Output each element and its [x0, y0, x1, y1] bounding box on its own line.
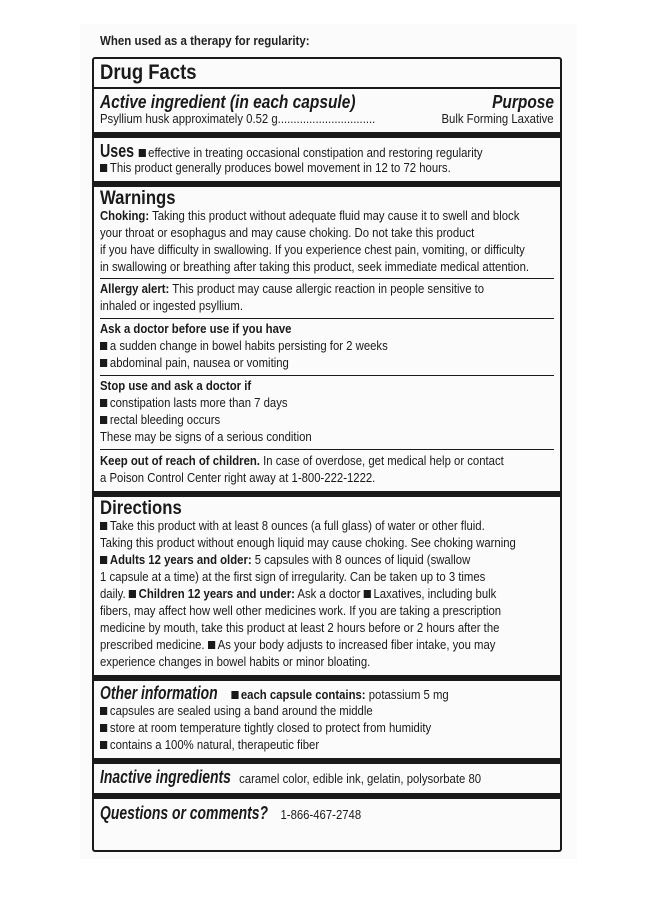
- choking-line-4: in swallowing or breathing after taking this product, seek immediate medical attention.: [100, 260, 530, 274]
- other-info-section: [100, 681, 554, 754]
- uses-section: [100, 138, 554, 177]
- bullet-icon: [100, 741, 107, 749]
- directions-line-1: Take this product with at least 8 ounces (a full glass) of water or other fluid.: [109, 519, 485, 533]
- ingredient-name: Psyllium husk approximately 0.52 g: [100, 112, 278, 126]
- bullet-icon: [129, 590, 136, 598]
- allergy-line-1: This product may cause allergic reaction in people sensitive to: [172, 282, 485, 296]
- stop-use-heading: Stop use and ask a doctor if: [100, 379, 252, 393]
- directions-line-5-pre: daily.: [100, 587, 126, 601]
- directions-line-3: 5 capsules with 8 ounces of liquid (swallow: [254, 553, 471, 567]
- stop-item-1: constipation lasts more than 7 days: [109, 396, 288, 410]
- label-card: [80, 24, 577, 859]
- uses-line-1: effective in treating occasional constipation and restoring regularity: [148, 146, 483, 160]
- inactive-section: [100, 764, 554, 790]
- bullet-icon: [231, 691, 238, 699]
- bullet-icon: [100, 556, 107, 564]
- directions-line-7: medicine by mouth, take this product at least 2 hours before or 2 hours after the: [100, 621, 500, 635]
- bullet-icon: [208, 641, 215, 649]
- ask-item-1: a sudden change in bowel habits persisting for 2 weeks: [109, 339, 388, 353]
- keep-out-line-2: a Poison Control Center right away at 1-800-222-1222.: [100, 471, 376, 485]
- bullet-icon: [100, 416, 107, 424]
- stop-note: These may be signs of a serious condition: [100, 430, 312, 444]
- bullet-icon: [100, 164, 107, 172]
- directions-heading: Directions: [100, 498, 182, 519]
- bullet-icon: [100, 522, 107, 530]
- directions-line-5-post: Laxatives, including bulk: [373, 587, 497, 601]
- questions-phone: 1-866-467-2748: [280, 808, 362, 822]
- allergy-line-2: inhaled or ingested psyllium.: [100, 299, 244, 313]
- bullet-icon: [100, 359, 107, 367]
- bullet-icon: [100, 342, 107, 350]
- inactive-heading: Inactive ingredients: [100, 767, 231, 787]
- children-label: Children 12 years and under:: [138, 587, 295, 601]
- questions-heading: Questions or comments?: [100, 803, 268, 823]
- other-item-2: store at room temperature tightly closed to protect from humidity: [109, 721, 432, 735]
- choking-label: Choking:: [100, 209, 150, 223]
- ask-item-2: abdominal pain, nausea or vomiting: [109, 356, 289, 370]
- stop-item-2: rectal bleeding occurs: [109, 413, 221, 427]
- choking-line-2: your throat or esophagus and may cause choking. Do not take this product: [100, 226, 475, 240]
- contains-label: each capsule contains:: [240, 688, 366, 702]
- warnings-section: [100, 187, 554, 487]
- ingredient-dots: ...............................: [277, 112, 376, 126]
- purpose-heading: Purpose: [492, 92, 554, 112]
- ask-doctor-heading: Ask a doctor before use if you have: [100, 322, 292, 336]
- keep-out-label: Keep out of reach of children.: [100, 454, 260, 468]
- other-item-3: contains a 100% natural, therapeutic fiber: [109, 738, 320, 752]
- drug-facts-title: Drug Facts: [100, 61, 197, 84]
- directions-section: [100, 497, 554, 671]
- other-info-heading: Other information: [100, 683, 218, 703]
- directions-line-5-mid: Ask a doctor: [297, 587, 361, 601]
- drug-facts-panel: [92, 57, 562, 852]
- directions-line-6: fibers, may affect how well other medicines work. If you are taking a prescription: [100, 604, 502, 618]
- uses-line-2: This product generally produces bowel movement in 12 to 72 hours.: [109, 161, 451, 175]
- active-ingredient-heading: Active ingredient (in each capsule): [100, 92, 356, 112]
- contains-value: potassium 5 mg: [368, 688, 449, 702]
- bullet-icon: [100, 399, 107, 407]
- directions-line-2: Taking this product without enough liquid may cause choking. See choking warning: [100, 536, 516, 550]
- keep-out-line-1: In case of overdose, get medical help or contact: [263, 454, 504, 468]
- directions-line-8-pre: prescribed medicine.: [100, 638, 205, 652]
- allergy-label: Allergy alert:: [100, 282, 170, 296]
- active-ingredient-section: [100, 89, 554, 129]
- inactive-text: caramel color, edible ink, gelatin, polysorbate 80: [239, 772, 482, 786]
- choking-line-1: Taking this product without adequate fluid may cause it to swell and block: [152, 209, 520, 223]
- ingredient-purpose: Bulk Forming Laxative: [441, 112, 554, 126]
- adults-label: Adults 12 years and older:: [109, 553, 252, 567]
- bullet-icon: [100, 707, 107, 715]
- bullet-icon: [138, 149, 145, 157]
- other-item-1: capsules are sealed using a band around the middle: [109, 704, 373, 718]
- directions-line-9: experience changes in bowel habits or minor bloating.: [100, 655, 371, 669]
- bullet-icon: [100, 724, 107, 732]
- questions-section: [100, 799, 554, 824]
- warnings-heading: Warnings: [100, 188, 176, 209]
- uses-heading: Uses: [100, 141, 135, 161]
- choking-line-3: if you have difficulty in swallowing. If you experience chest pain, vomiting, or difficulty: [100, 243, 525, 257]
- intro-text: When used as a therapy for regularity:: [100, 34, 310, 48]
- directions-line-4: 1 capsule at a time) at the first sign of irregularity. Can be taken up to 3 times: [100, 570, 486, 584]
- directions-line-8-post: As your body adjusts to increased fiber intake, you may: [217, 638, 496, 652]
- bullet-icon: [364, 590, 371, 598]
